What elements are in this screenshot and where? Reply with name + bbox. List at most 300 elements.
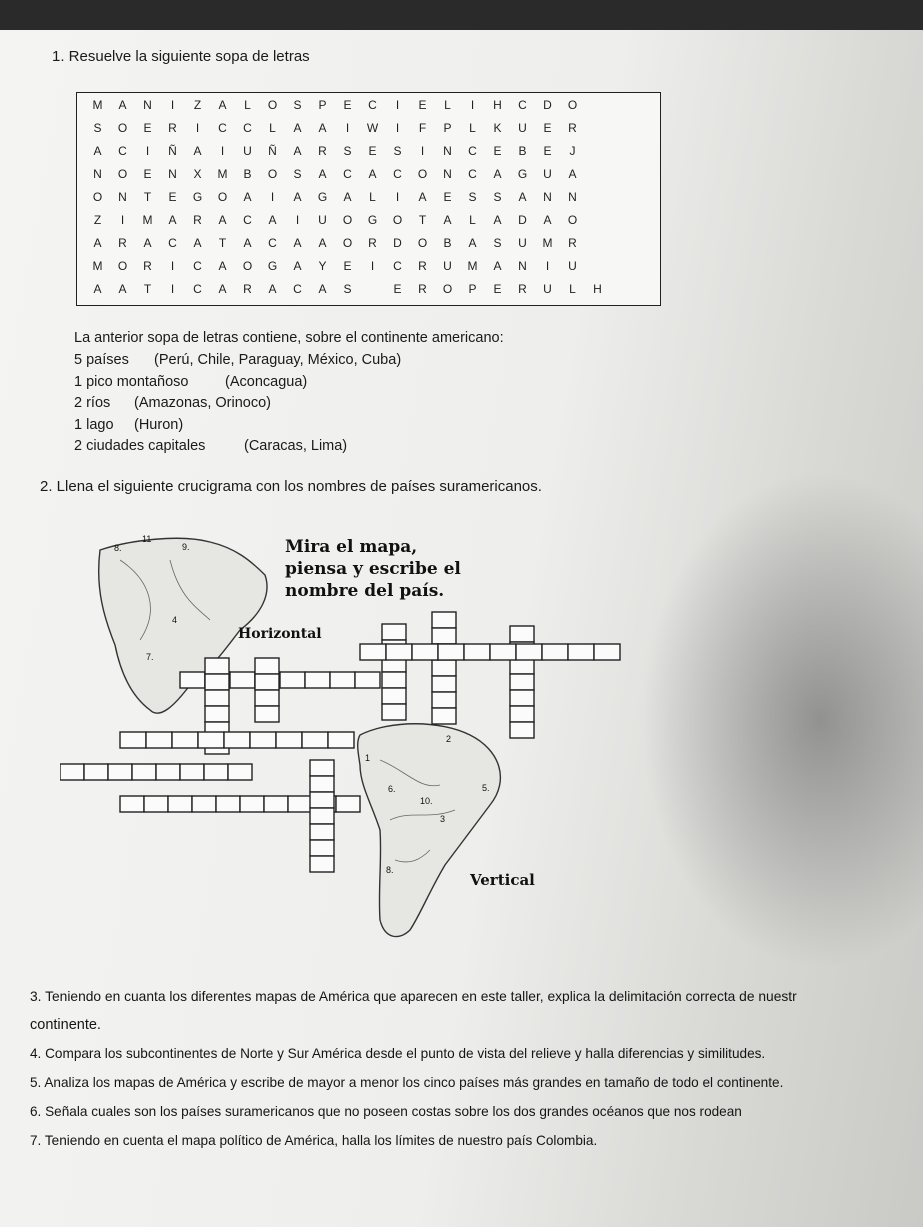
- q4-text: 4. Compara los subcontinentes de Norte y Sur América desde el punto de vista del relieve y halla diferencias y similitudes.: [30, 1046, 766, 1061]
- word-search-letter: B: [518, 143, 527, 158]
- crossword-cell[interactable]: [510, 690, 534, 706]
- crossword-cell[interactable]: [240, 796, 264, 812]
- word-search-letter: N: [518, 258, 527, 273]
- word-search-letter: A: [318, 281, 327, 296]
- word-search-letter: O: [117, 258, 128, 273]
- crossword-cell[interactable]: [382, 672, 406, 688]
- word-search-letter: A: [93, 235, 102, 250]
- word-search-letter: E: [343, 258, 352, 273]
- word-search-letter: B: [443, 235, 452, 250]
- word-search-letter: C: [268, 235, 277, 250]
- word-search-letter: E: [343, 97, 352, 112]
- word-search-letter: A: [143, 235, 152, 250]
- word-search-letter: A: [293, 143, 302, 158]
- q6-text: 6. Señala cuales son los países suramericanos que no poseen costas sobre los dos grandes océanos que nos rodean: [30, 1104, 742, 1119]
- crossword-cell[interactable]: [180, 764, 204, 780]
- word-search-letter: A: [293, 258, 302, 273]
- q2-title: 2. Llena el siguiente crucigrama con los nombres de países suramericanos.: [40, 478, 542, 495]
- word-search-letter: R: [518, 281, 527, 296]
- word-search-letter: A: [293, 120, 302, 135]
- word-search-letter: K: [493, 120, 502, 135]
- word-search-letter: O: [442, 281, 453, 296]
- word-search-letter: P: [318, 97, 327, 112]
- word-search-letter: J: [569, 143, 576, 158]
- crossword-cell[interactable]: [205, 690, 229, 706]
- crossword-cell[interactable]: [382, 624, 406, 640]
- word-search-letter: O: [417, 166, 428, 181]
- word-search-letter: A: [168, 212, 177, 227]
- word-search-letter: A: [293, 189, 302, 204]
- hint-line3: nombre del país.: [285, 581, 445, 601]
- crossword-cell[interactable]: [310, 760, 334, 776]
- word-search-letter: R: [168, 120, 177, 135]
- word-search-letter: A: [118, 281, 127, 296]
- word-search-letter: R: [418, 281, 427, 296]
- word-search-letter: A: [493, 166, 502, 181]
- word-search-letter: E: [393, 281, 402, 296]
- crossword-cell[interactable]: [432, 676, 456, 692]
- num-1: 1: [365, 753, 371, 763]
- word-search-letter: M: [217, 166, 228, 181]
- word-search-letter: E: [143, 166, 152, 181]
- crossword-cell[interactable]: [432, 708, 456, 724]
- word-search-letter: I: [195, 120, 200, 135]
- word-search-letter: B: [243, 166, 252, 181]
- crossword-with-maps: [60, 520, 640, 960]
- word-search-item-label: 1 lago: [74, 416, 114, 433]
- word-search-letter: A: [293, 235, 302, 250]
- crossword-cell[interactable]: [230, 672, 255, 688]
- word-search-letter: C: [193, 258, 202, 273]
- word-search-letter: I: [170, 97, 175, 112]
- word-search-letter: A: [368, 166, 377, 181]
- crossword-cell[interactable]: [310, 840, 334, 856]
- crossword-cell[interactable]: [360, 644, 386, 660]
- crossword-cell[interactable]: [310, 856, 334, 872]
- word-search-letter: A: [243, 235, 252, 250]
- q3-line1: 3. Teniendo en cuanta los diferentes mapas de América que aparecen en este taller, explica la delimitación correcta de nuestr: [30, 989, 797, 1004]
- word-search-letter: A: [218, 281, 227, 296]
- num-10: 10.: [420, 796, 433, 806]
- word-search-letter: C: [468, 166, 477, 181]
- word-search-letter: M: [542, 235, 553, 250]
- word-search-item-label: 2 ríos: [74, 395, 111, 411]
- crossword-cell[interactable]: [168, 796, 192, 812]
- word-search-letter: N: [443, 143, 452, 158]
- word-search-letter: A: [468, 235, 477, 250]
- num-8-lower: 8.: [386, 865, 394, 875]
- word-search-letter: C: [393, 258, 402, 273]
- word-search-letter: S: [293, 166, 302, 181]
- word-search-letter: A: [268, 281, 277, 296]
- word-search-letter: R: [418, 258, 427, 273]
- word-search-letter: A: [343, 189, 352, 204]
- word-search-letter: I: [370, 258, 375, 273]
- word-search-letter: O: [242, 258, 253, 273]
- word-search-letter: C: [243, 120, 252, 135]
- word-search-letter: I: [395, 120, 400, 135]
- word-search-letter: R: [568, 235, 577, 250]
- word-search-row: [77, 185, 660, 208]
- word-search-item-label: 1 pico montañoso: [74, 373, 189, 390]
- word-search-letter: A: [418, 189, 427, 204]
- crossword-cell[interactable]: [255, 706, 279, 722]
- q3-line2: continente.: [30, 1017, 101, 1033]
- word-search-letter: S: [393, 143, 402, 158]
- word-search-letter: G: [267, 258, 278, 273]
- word-search-letter: G: [517, 166, 528, 181]
- crossword-cell[interactable]: [386, 644, 412, 660]
- crossword-cell[interactable]: [310, 824, 334, 840]
- word-search-letter: D: [543, 97, 552, 112]
- word-search-item-detail: (Caracas, Lima): [244, 438, 348, 454]
- crossword-cell[interactable]: [516, 644, 542, 660]
- word-search-letter: A: [218, 212, 227, 227]
- word-search-letter: I: [170, 281, 175, 296]
- crossword-cell[interactable]: [355, 672, 380, 688]
- word-search-letter: O: [417, 235, 428, 250]
- crossword-cell[interactable]: [144, 796, 168, 812]
- crossword-cell[interactable]: [224, 732, 250, 748]
- word-search-letter: C: [368, 97, 377, 112]
- crossword-cell[interactable]: [305, 672, 330, 688]
- word-search-letter: E: [543, 120, 552, 135]
- crossword-cell[interactable]: [228, 764, 252, 780]
- word-search-row: [77, 277, 660, 300]
- word-search-letter: M: [467, 258, 478, 273]
- crossword-cell[interactable]: [510, 722, 534, 738]
- word-search-letter: A: [318, 235, 327, 250]
- word-search-letter: Ñ: [268, 143, 277, 158]
- word-search-letter: N: [93, 166, 102, 181]
- crossword-cell[interactable]: [310, 776, 334, 792]
- word-search-letter: P: [443, 120, 452, 135]
- word-search-letter: N: [543, 189, 552, 204]
- word-search-letter: I: [470, 97, 475, 112]
- word-search-letter: I: [170, 258, 175, 273]
- word-search-letter: A: [493, 212, 502, 227]
- word-search-letter: O: [267, 97, 278, 112]
- crossword-cell[interactable]: [250, 732, 276, 748]
- word-search-letter: A: [93, 281, 102, 296]
- num-7: 7.: [146, 652, 154, 662]
- crossword-cell[interactable]: [464, 644, 490, 660]
- crossword-cell[interactable]: [204, 764, 228, 780]
- word-search-letter: C: [393, 166, 402, 181]
- crossword-cell[interactable]: [328, 732, 354, 748]
- word-search-letter: R: [318, 143, 327, 158]
- word-search-row: [77, 139, 660, 162]
- word-search-letter: I: [345, 120, 350, 135]
- word-search-letter: O: [117, 166, 128, 181]
- q7-text: 7. Teniendo en cuenta el mapa político de América, halla los límites de nuestro país Colombia.: [30, 1133, 598, 1148]
- word-search-letter: C: [118, 143, 127, 158]
- word-search-letter: C: [243, 212, 252, 227]
- word-search-row: [77, 231, 660, 254]
- word-search-letter: L: [469, 120, 476, 135]
- word-search-row: [77, 208, 660, 231]
- word-search-letter: O: [392, 212, 403, 227]
- word-search-letter: I: [420, 143, 425, 158]
- word-search-letter: A: [193, 143, 202, 158]
- word-search-item-label: 5 países: [74, 352, 129, 368]
- crossword-cell[interactable]: [510, 674, 534, 690]
- word-search-letter: I: [270, 189, 275, 204]
- crossword-cell[interactable]: [542, 644, 568, 660]
- word-search-letter: I: [220, 143, 225, 158]
- word-search-letter: C: [193, 281, 202, 296]
- crossword-cell[interactable]: [568, 644, 594, 660]
- word-search-letter: O: [567, 212, 578, 227]
- word-search-letter: S: [468, 189, 477, 204]
- word-search-letter: U: [318, 212, 327, 227]
- word-search-letter: R: [568, 120, 577, 135]
- word-search-letter: I: [545, 258, 550, 273]
- crossword-cell[interactable]: [438, 644, 464, 660]
- word-search-letter: F: [418, 120, 427, 135]
- word-search-letter: N: [143, 97, 152, 112]
- word-search-row: [77, 93, 660, 116]
- crossword-cell[interactable]: [205, 706, 229, 722]
- word-search-letter: U: [518, 120, 527, 135]
- crossword-cell[interactable]: [255, 674, 279, 690]
- word-search-letter: S: [93, 120, 102, 135]
- word-search-letter: I: [395, 97, 400, 112]
- word-search-letter: E: [368, 143, 377, 158]
- crossword-cell[interactable]: [310, 808, 334, 824]
- word-search-letter: S: [343, 143, 352, 158]
- word-search-letter: H: [593, 281, 602, 296]
- crossword-cell[interactable]: [432, 660, 456, 676]
- word-search-letter: E: [168, 189, 177, 204]
- word-search-letter: N: [118, 189, 127, 204]
- crossword-cell[interactable]: [120, 796, 144, 812]
- word-search-letter: M: [92, 97, 103, 112]
- crossword-cell[interactable]: [255, 658, 279, 674]
- word-search-letter: H: [493, 97, 502, 112]
- word-search-letter: M: [142, 212, 153, 227]
- word-search-letter: A: [243, 189, 252, 204]
- crossword-cell[interactable]: [594, 644, 620, 660]
- word-search-letter: X: [193, 166, 202, 181]
- word-search-item-label: 2 ciudades capitales: [74, 438, 206, 454]
- num-5: 5.: [482, 783, 490, 793]
- word-search-row: [77, 254, 660, 277]
- word-search-letter: C: [168, 235, 177, 250]
- crossword-cell[interactable]: [132, 764, 156, 780]
- num-3: 3: [440, 814, 446, 824]
- word-search-letter: C: [468, 143, 477, 158]
- num-9: 9.: [182, 542, 190, 552]
- word-search-letter: A: [543, 212, 552, 227]
- word-search-letter: W: [366, 120, 379, 135]
- word-search-letter: I: [295, 212, 300, 227]
- word-search-letter: A: [93, 143, 102, 158]
- word-search-letter: E: [418, 97, 427, 112]
- crossword-cell[interactable]: [192, 796, 216, 812]
- word-search-letter: N: [443, 166, 452, 181]
- crossword-cell[interactable]: [382, 688, 406, 704]
- word-search-letter: N: [568, 189, 577, 204]
- word-search-letter: L: [269, 120, 276, 135]
- word-search-letter: U: [518, 235, 527, 250]
- word-search-item-detail: (Amazonas, Orinoco): [134, 395, 271, 411]
- crossword-cell[interactable]: [172, 732, 198, 748]
- crossword-cell[interactable]: [330, 672, 355, 688]
- word-search-letter: A: [193, 235, 202, 250]
- word-search-grid: [76, 92, 661, 306]
- word-search-letter: R: [243, 281, 252, 296]
- word-search-letter: R: [118, 235, 127, 250]
- crossword-cell[interactable]: [205, 674, 229, 690]
- word-search-letter: L: [244, 97, 251, 112]
- word-search-letter: O: [342, 235, 353, 250]
- crossword-cell[interactable]: [302, 732, 328, 748]
- word-search-letter: L: [444, 97, 451, 112]
- word-search-row: [77, 162, 660, 185]
- crossword-cell[interactable]: [510, 626, 534, 642]
- word-search-letter: C: [518, 97, 527, 112]
- word-search-letter: C: [293, 281, 302, 296]
- num-11: 11: [142, 534, 152, 544]
- num-6: 6.: [388, 784, 396, 794]
- word-search-letter: O: [267, 166, 278, 181]
- word-search-letter: U: [243, 143, 252, 158]
- word-search-letter: G: [317, 189, 328, 204]
- word-search-letter: L: [569, 281, 576, 296]
- word-search-letter: A: [118, 97, 127, 112]
- word-search-letter: U: [568, 258, 577, 273]
- crossword-cell[interactable]: [336, 796, 360, 812]
- word-search-item-detail: (Aconcagua): [225, 373, 308, 390]
- word-search-letter: A: [443, 212, 452, 227]
- crossword-cell[interactable]: [412, 644, 438, 660]
- num-4: 4: [172, 615, 178, 625]
- crossword-cell[interactable]: [60, 764, 84, 780]
- q5-text: 5. Analiza los mapas de América y escribe de mayor a menor los cinco países más grandes en tamaño de todo el continente.: [30, 1075, 784, 1090]
- word-search-letter: Ñ: [168, 143, 177, 158]
- crossword-cell[interactable]: [146, 732, 172, 748]
- horizontal-label: Horizontal: [238, 626, 322, 642]
- word-search-letter: T: [218, 235, 227, 250]
- crossword-cell[interactable]: [198, 732, 224, 748]
- crossword-cell[interactable]: [280, 672, 305, 688]
- word-search-letter: A: [318, 120, 327, 135]
- word-search-letter: U: [443, 258, 452, 273]
- word-search-letter: O: [117, 120, 128, 135]
- word-search-letter: A: [518, 189, 527, 204]
- word-search-letter: D: [518, 212, 527, 227]
- crossword-cell[interactable]: [205, 658, 229, 674]
- word-search-letter: O: [217, 189, 228, 204]
- hint-line1: Mira el mapa,: [285, 537, 418, 557]
- crossword-cell[interactable]: [180, 672, 205, 688]
- word-search-letter: S: [493, 235, 502, 250]
- crossword-cell[interactable]: [255, 690, 279, 706]
- word-search-letter: U: [543, 166, 552, 181]
- word-search-letter: R: [193, 212, 202, 227]
- word-search-letter: E: [443, 189, 452, 204]
- word-search-letter: Z: [93, 212, 102, 227]
- crossword-cell[interactable]: [120, 732, 146, 748]
- crossword-cell[interactable]: [156, 764, 180, 780]
- map-lower: [358, 724, 501, 937]
- crossword-cell[interactable]: [382, 704, 406, 720]
- word-search-letter: S: [493, 189, 502, 204]
- word-search-letter: I: [120, 212, 125, 227]
- word-search-letter: E: [543, 143, 552, 158]
- word-search-letter: N: [168, 166, 177, 181]
- word-search-intro: La anterior sopa de letras contiene, sobre el continente americano:: [74, 330, 504, 346]
- word-search-letter: T: [143, 281, 152, 296]
- crossword-cell[interactable]: [288, 796, 312, 812]
- crossword-cell[interactable]: [432, 612, 456, 628]
- word-search-letter: A: [218, 97, 227, 112]
- q1-title: 1. Resuelve la siguiente sopa de letras: [52, 48, 310, 65]
- word-search-letter: G: [192, 189, 203, 204]
- word-search-letter: C: [218, 120, 227, 135]
- num-2: 2: [446, 734, 452, 744]
- word-search-letter: A: [318, 166, 327, 181]
- word-search-letter: L: [469, 212, 476, 227]
- word-search-letter: O: [342, 212, 353, 227]
- word-search-letter: G: [367, 212, 378, 227]
- word-search-letter: S: [343, 281, 352, 296]
- word-search-letter: S: [293, 97, 302, 112]
- crossword-cell[interactable]: [432, 692, 456, 708]
- word-search-letter: O: [92, 189, 103, 204]
- word-search-letter: D: [393, 235, 402, 250]
- word-search-letter: E: [493, 143, 502, 158]
- crossword-cell[interactable]: [264, 796, 288, 812]
- crossword-cell[interactable]: [490, 644, 516, 660]
- word-search-letter: A: [568, 166, 577, 181]
- word-search-letter: T: [143, 189, 152, 204]
- word-search-item-detail: (Huron): [134, 416, 184, 433]
- word-search-letter: I: [395, 189, 400, 204]
- word-search-letter: R: [143, 258, 152, 273]
- word-search-letter: U: [543, 281, 552, 296]
- word-search-letter: L: [369, 189, 376, 204]
- num-8-upper: 8.: [114, 543, 122, 553]
- word-search-letter: T: [418, 212, 427, 227]
- crossword-cell[interactable]: [310, 792, 334, 808]
- hint-line2: piensa y escribe el: [285, 559, 461, 579]
- word-search-letter: P: [468, 281, 477, 296]
- crossword-cell[interactable]: [510, 706, 534, 722]
- word-search-letter: E: [493, 281, 502, 296]
- word-search-letter: E: [143, 120, 152, 135]
- word-search-letter: A: [268, 212, 277, 227]
- word-search-letter: Z: [193, 97, 202, 112]
- crossword-cell[interactable]: [84, 764, 108, 780]
- word-search-letter: M: [92, 258, 103, 273]
- word-search-letter: Y: [318, 258, 327, 273]
- crossword-cell[interactable]: [108, 764, 132, 780]
- word-search-letter: A: [218, 258, 227, 273]
- word-search-item-detail: (Perú, Chile, Paraguay, México, Cuba): [154, 352, 402, 368]
- word-search-letter: A: [493, 258, 502, 273]
- crossword-cell[interactable]: [432, 628, 456, 644]
- word-search-row: [77, 116, 660, 139]
- crossword-cell[interactable]: [216, 796, 240, 812]
- word-search-letter: C: [343, 166, 352, 181]
- crossword-cell[interactable]: [276, 732, 302, 748]
- word-search-letter: R: [368, 235, 377, 250]
- vertical-label: Vertical: [470, 871, 535, 889]
- word-search-letter: I: [145, 143, 150, 158]
- word-search-letter: O: [567, 97, 578, 112]
